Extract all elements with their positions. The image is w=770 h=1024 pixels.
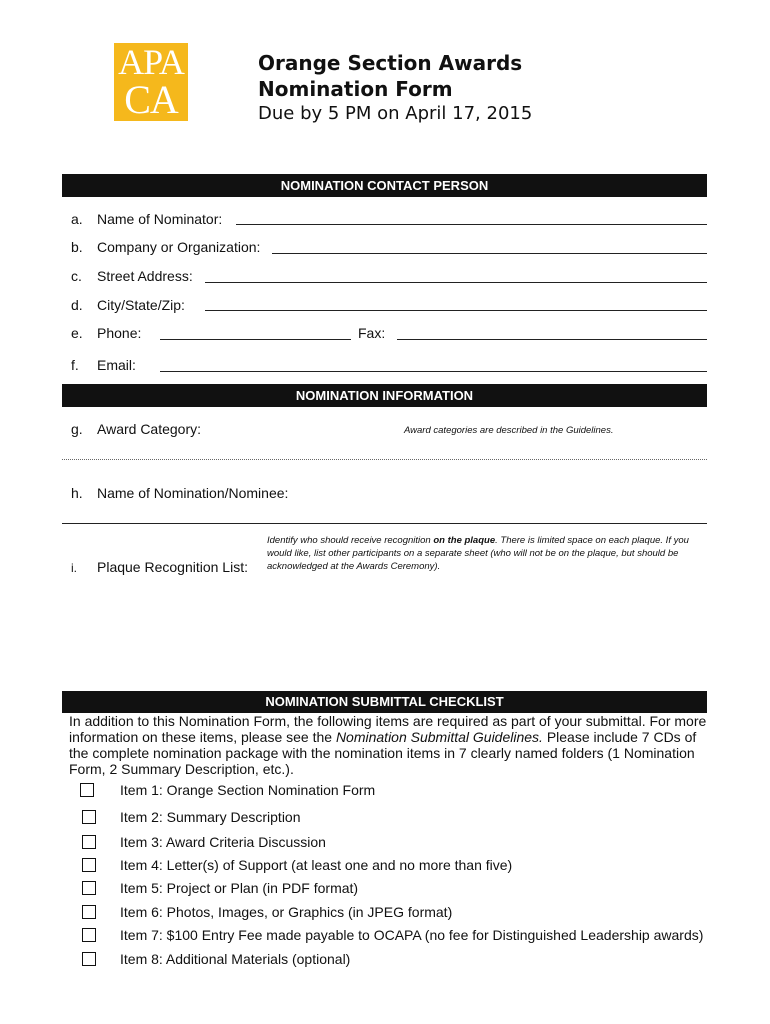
form-title-line1: Orange Section Awards (258, 51, 523, 75)
city-state-zip-field[interactable] (205, 310, 707, 311)
checklist-intro: In addition to this Nomination Form, the following items are required as part of your submittal. For more information on these items, please see the Nomination Submittal Guidelines. Please include 7 CDs of the complete nomination package with the nomination items in 7 clearly named folders (1 Nomination Form, 2 Summary Description, etc.). (69, 713, 707, 777)
city-state-zip-label: City/State/Zip: (97, 297, 185, 313)
field-letter-f: f. (71, 357, 79, 373)
company-field[interactable] (272, 253, 707, 254)
item-7-checkbox[interactable] (82, 928, 96, 942)
section-checklist-header: NOMINATION SUBMITTAL CHECKLIST (62, 691, 707, 713)
nominee-name-label: Name of Nomination/Nominee: (97, 485, 289, 501)
nominator-name-field[interactable] (236, 224, 707, 225)
field-letter-c: c. (71, 268, 82, 284)
award-category-label: Award Category: (97, 421, 202, 437)
phone-field[interactable] (160, 339, 351, 340)
plaque-list-area[interactable] (62, 580, 707, 685)
item-1-checkbox[interactable] (80, 783, 94, 797)
item-2-label: Item 2: Summary Description (120, 809, 301, 825)
email-label: Email: (97, 357, 136, 373)
award-category-field[interactable] (62, 459, 707, 460)
field-letter-d: d. (71, 297, 83, 313)
logo-text-line2: CA (124, 77, 178, 121)
item-2-checkbox[interactable] (82, 810, 96, 824)
email-field[interactable] (160, 371, 707, 372)
street-address-field[interactable] (205, 282, 707, 283)
company-label: Company or Organization: (97, 239, 261, 255)
plaque-list-note: Identify who should receive recognition on the plaque. There is limited space on each plaque. If you would like, list other participants on a separate sheet (who will not be on the plaque, but should be acknowledged at the Awards Ceremony). (267, 535, 689, 572)
item-3-checkbox[interactable] (82, 835, 96, 849)
fax-label: Fax: (358, 325, 386, 341)
apa-ca-logo (114, 43, 188, 121)
item-1-label: Item 1: Orange Section Nomination Form (120, 782, 376, 798)
item-5-label: Item 5: Project or Plan (in PDF format) (120, 880, 359, 896)
nominator-name-label: Name of Nominator: (97, 211, 223, 227)
award-category-note: Award categories are described in the Guidelines. (404, 425, 614, 436)
item-4-checkbox[interactable] (82, 858, 96, 872)
section-info-header: NOMINATION INFORMATION (62, 384, 707, 407)
field-letter-g: g. (71, 421, 83, 437)
due-date: Due by 5 PM on April 17, 2015 (258, 103, 533, 124)
item-6-label: Item 6: Photos, Images, or Graphics (in JPEG format) (120, 904, 453, 920)
field-letter-h: h. (71, 485, 83, 501)
item-5-checkbox[interactable] (82, 881, 96, 895)
plaque-list-label: Plaque Recognition List: (97, 559, 248, 575)
item-4-label: Item 4: Letter(s) of Support (at least one and no more than five) (120, 857, 513, 873)
field-letter-i: i. (71, 561, 77, 575)
item-8-label: Item 8: Additional Materials (optional) (120, 951, 351, 967)
nominee-name-field[interactable] (62, 523, 707, 524)
street-address-label: Street Address: (97, 268, 193, 284)
item-6-checkbox[interactable] (82, 905, 96, 919)
item-3-label: Item 3: Award Criteria Discussion (120, 834, 326, 850)
logo-text-line1: APA (118, 43, 184, 82)
fax-field[interactable] (397, 339, 707, 340)
item-8-checkbox[interactable] (82, 952, 96, 966)
item-7-label: Item 7: $100 Entry Fee made payable to OCAPA (no fee for Distinguished Leadership awards) (120, 927, 704, 943)
form-title-line2: Nomination Form (258, 77, 453, 101)
section-contact-header: NOMINATION CONTACT PERSON (62, 174, 707, 197)
field-letter-a: a. (71, 211, 83, 227)
field-letter-e: e. (71, 325, 83, 341)
field-letter-b: b. (71, 239, 83, 255)
phone-label: Phone: (97, 325, 142, 341)
